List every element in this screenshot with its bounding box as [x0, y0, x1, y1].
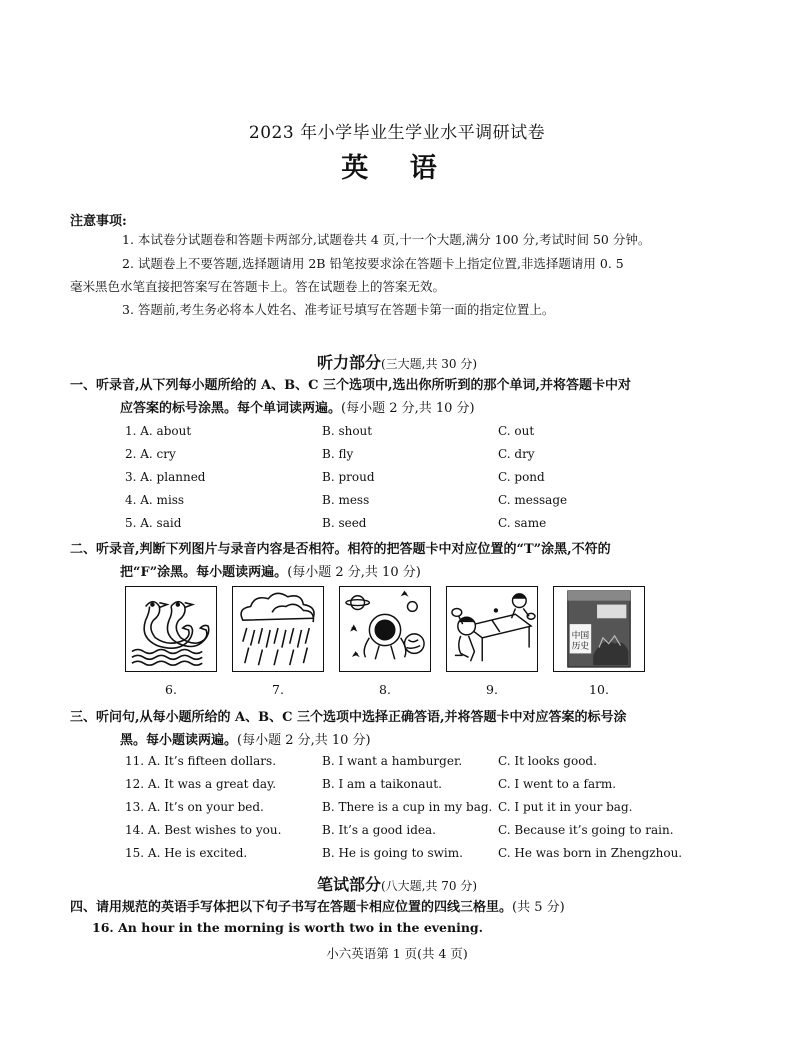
writing-heading: 笔试部分(八大题,共 70 分) [316, 875, 478, 894]
note-item-2-cont: 毫米黑色水笔直接把答案写在答题卡上。答在试题卷上的答案无效。 [70, 279, 446, 294]
question-row: 14. A. Best wishes to you. B. It’s a good idea. C. Because it’s going to rain. [125, 823, 674, 837]
book-title-line1: 中国 [571, 630, 590, 641]
question-row: 4. A. miss B. mess C. message [125, 493, 568, 507]
notes-heading: 注意事项: [70, 214, 127, 229]
exam-subject: 英 语 [341, 153, 453, 184]
rain-cloud-icon [232, 586, 324, 672]
listening-heading: 听力部分(三大题,共 30 分) [316, 353, 478, 372]
book-title-line2: 历史 [571, 641, 590, 652]
question-row: 11. A. It’s fifteen dollars. B. I want a hamburger. C. It looks good. [125, 754, 597, 768]
note-item-1: 1. 本试卷分试题卷和答题卡两部分,试题卷共 4 页,十一个大题,满分 100 分,考试时间 50 分钟。 [122, 232, 651, 247]
handwriting-sentence: 16. An hour in the morning is worth two in the evening. [92, 920, 484, 935]
picture-label: 8. [379, 682, 391, 697]
section-1-instructions: 一、听录音,从下列每小题所给的 A、B、C 三个选项中,选出你所听到的那个单词,并将答题卡中对 应答案的标号涂黑。每个单词读两遍。(每小题 2 分,共 10 分) [70, 378, 632, 416]
note-item-2: 2. 试题卷上不要答题,选择题请用 2B 铅笔按要求涂在答题卡上指定位置,非选择题请用 0. 5 [122, 256, 624, 271]
question-row: 12. A. It was a great day. B. I am a taikonaut. C. I went to a farm. [125, 777, 617, 791]
question-row: 1. A. about B. shout C. out [125, 424, 535, 438]
question-row: 15. A. He is excited. B. He is going to swim. C. He was born in Zhengzhou. [125, 846, 683, 860]
ping-pong-icon [446, 586, 538, 672]
section-2-pictures [125, 586, 655, 676]
history-book-icon [553, 586, 645, 672]
question-row: 13. A. It’s on your bed. B. There is a cup in my bag. C. I put it in your bag. [125, 800, 633, 814]
section-2-instructions: 二、听录音,判断下列图片与录音内容是否相符。相符的把答题卡中对应位置的“T”涂黑,不符的 把“F”涂黑。每小题读两遍。(每小题 2 分,共 10 分) [70, 542, 611, 580]
note-item-3: 3. 答题前,考生务必将本人姓名、准考证号填写在答题卡第一面的指定位置上。 [122, 302, 555, 317]
picture-label: 6. [165, 682, 177, 697]
section-4-instructions: 四、请用规范的英语手写体把以下句子书写在答题卡相应位置的四线三格里。(共 5 分) [70, 900, 565, 915]
question-row: 2. A. cry B. fly C. dry [125, 447, 535, 461]
exam-title: 2023 年小学毕业生学业水平调研试卷 [248, 123, 546, 143]
astronaut-space-icon [339, 586, 431, 672]
picture-label: 7. [272, 682, 284, 697]
page-footer: 小六英语第 1 页(共 4 页) [326, 946, 468, 961]
question-row: 5. A. said B. seed C. same [125, 516, 547, 530]
section-3-instructions: 三、听问句,从每小题所给的 A、B、C 三个选项中选择正确答语,并将答题卡中对应答案的标号涂 黑。每小题读两遍。(每小题 2 分,共 10 分) [70, 710, 627, 748]
ducks-swimming-icon [125, 586, 217, 672]
picture-label: 10. [589, 682, 609, 697]
question-row: 3. A. planned B. proud C. pond [125, 470, 545, 484]
picture-label: 9. [486, 682, 498, 697]
